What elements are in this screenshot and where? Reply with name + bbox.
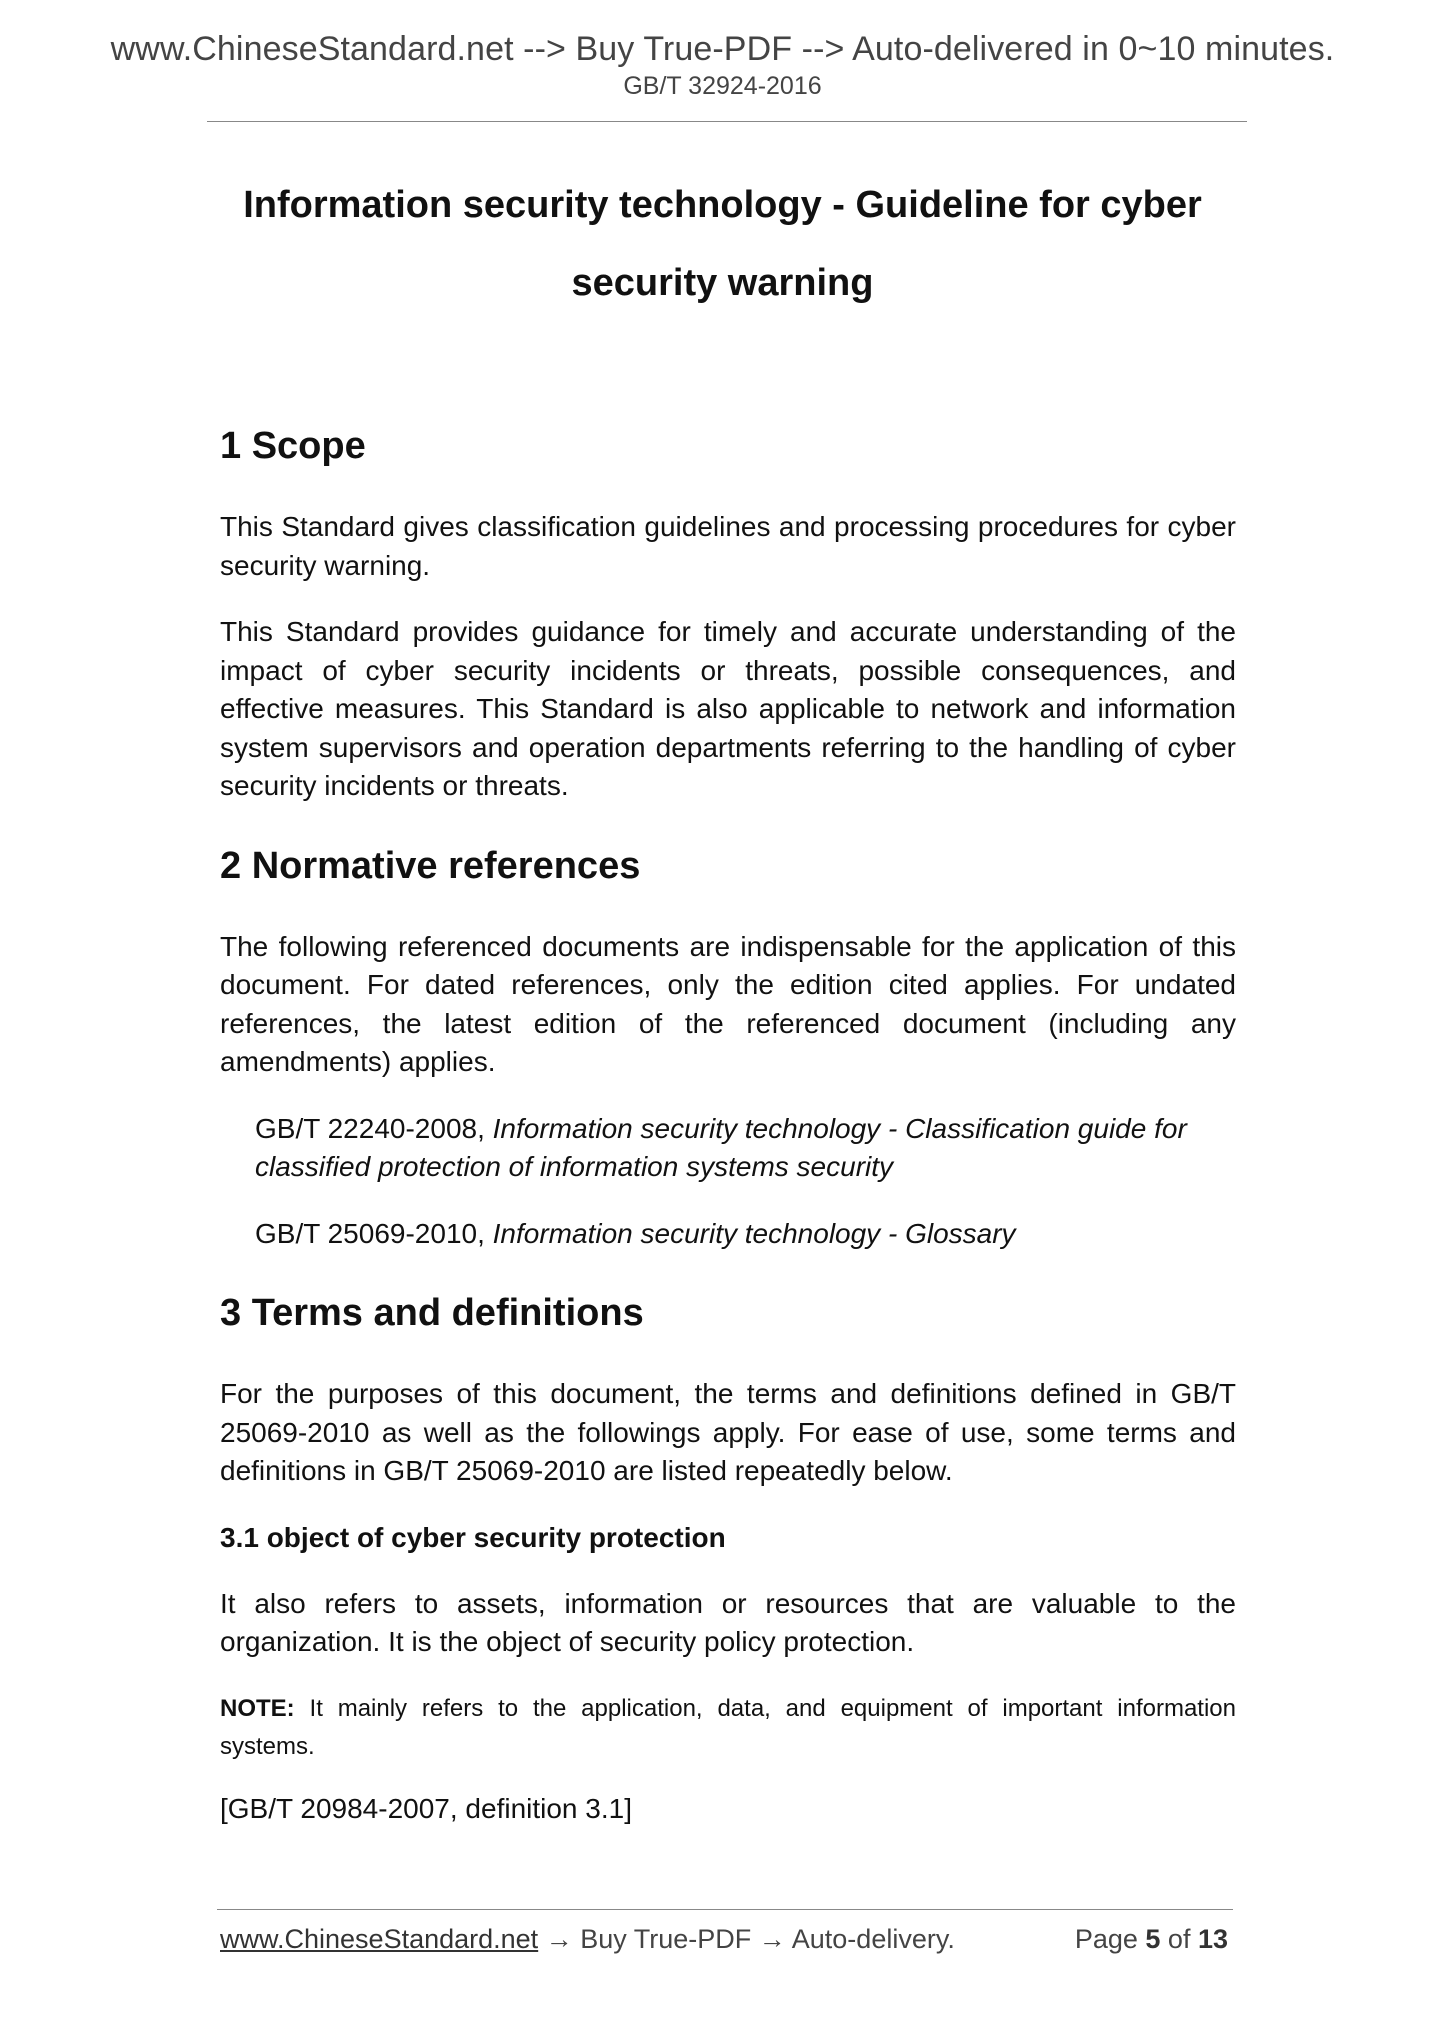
reference-code: GB/T 22240-2008, bbox=[255, 1112, 493, 1144]
term-definition: It also refers to assets, information or resources that are valuable to the organization. It is the object of security policy protection. bbox=[220, 1587, 1236, 1657]
normative-paragraph: The following referenced documents are indispensable for the application of this document. For dated references, only the edition cited applies. For undated references, the latest edition of the referenced document (including any amendments) applies. bbox=[220, 930, 1236, 1077]
terms-paragraph: For the purposes of this document, the terms and definitions defined in GB/T 25069-2010 as well as the followings apply. For ease of use, some terms and definitions in GB/T 25069-2010 are listed repeatedly below. bbox=[220, 1378, 1236, 1486]
term-source: [GB/T 20984-2007, definition 3.1] bbox=[220, 1792, 632, 1824]
current-page: 5 bbox=[1145, 1924, 1161, 1954]
reference-title: Information security technology - Classification guide for classified protection of information systems security bbox=[255, 1112, 1187, 1182]
term-heading: 3.1 object of cyber security protection bbox=[220, 1521, 726, 1553]
term-note bbox=[220, 1690, 1236, 1766]
page-label: Page bbox=[1074, 1924, 1146, 1954]
footer-delivery-text: Auto-delivery. bbox=[791, 1924, 955, 1954]
arrow-icon: → bbox=[538, 1924, 581, 1954]
page-number bbox=[1075, 1924, 1228, 1955]
standard-code: GB/T 32924-2016 bbox=[623, 72, 822, 100]
header-divider bbox=[207, 121, 1247, 122]
footer-divider bbox=[217, 1909, 1233, 1910]
scope-paragraph-2: This Standard provides guidance for timely and accurate understanding of the impact of cyber security incidents or threats, possible consequences, and effective measures. This Standard is also applicable to network and information system supervisors and operation departments referring to the handling of cyber security incidents or threats. bbox=[220, 616, 1236, 801]
note-text: It mainly refers to the application, data, and equipment of important information systems. bbox=[220, 1694, 1236, 1760]
footer-left bbox=[220, 1924, 955, 1955]
section-heading-scope: 1 Scope bbox=[220, 425, 366, 467]
section-heading-normative-references: 2 Normative references bbox=[220, 844, 641, 887]
reference-item bbox=[220, 1110, 1236, 1187]
reference-item bbox=[220, 1215, 1236, 1254]
reference-title: Information security technology - Glossary bbox=[492, 1217, 1016, 1249]
header-banner: www.ChineseStandard.net --> Buy True-PDF --> Auto-delivered in 0~10 minutes. bbox=[110, 30, 1335, 68]
document-title bbox=[200, 166, 1245, 322]
page-footer bbox=[220, 1924, 1232, 1960]
section-heading-terms-definitions: 3 Terms and definitions bbox=[220, 1292, 644, 1334]
note-label: NOTE: bbox=[220, 1694, 295, 1722]
title-line-1: Information security technology - Guideline for cyber bbox=[243, 184, 1202, 226]
footer-buy-text: Buy True-PDF bbox=[580, 1924, 752, 1954]
footer-website-link[interactable]: www.ChineseStandard.net bbox=[220, 1924, 539, 1954]
document-body bbox=[220, 422, 1236, 1828]
of-label: of bbox=[1160, 1924, 1198, 1954]
arrow-icon: → bbox=[751, 1924, 792, 1954]
scope-paragraph-1: This Standard gives classification guidelines and processing procedures for cyber security warning. bbox=[220, 511, 1236, 581]
title-line-2: security warning bbox=[571, 262, 874, 304]
total-pages: 13 bbox=[1197, 1924, 1228, 1954]
reference-code: GB/T 25069-2010, bbox=[255, 1217, 493, 1249]
